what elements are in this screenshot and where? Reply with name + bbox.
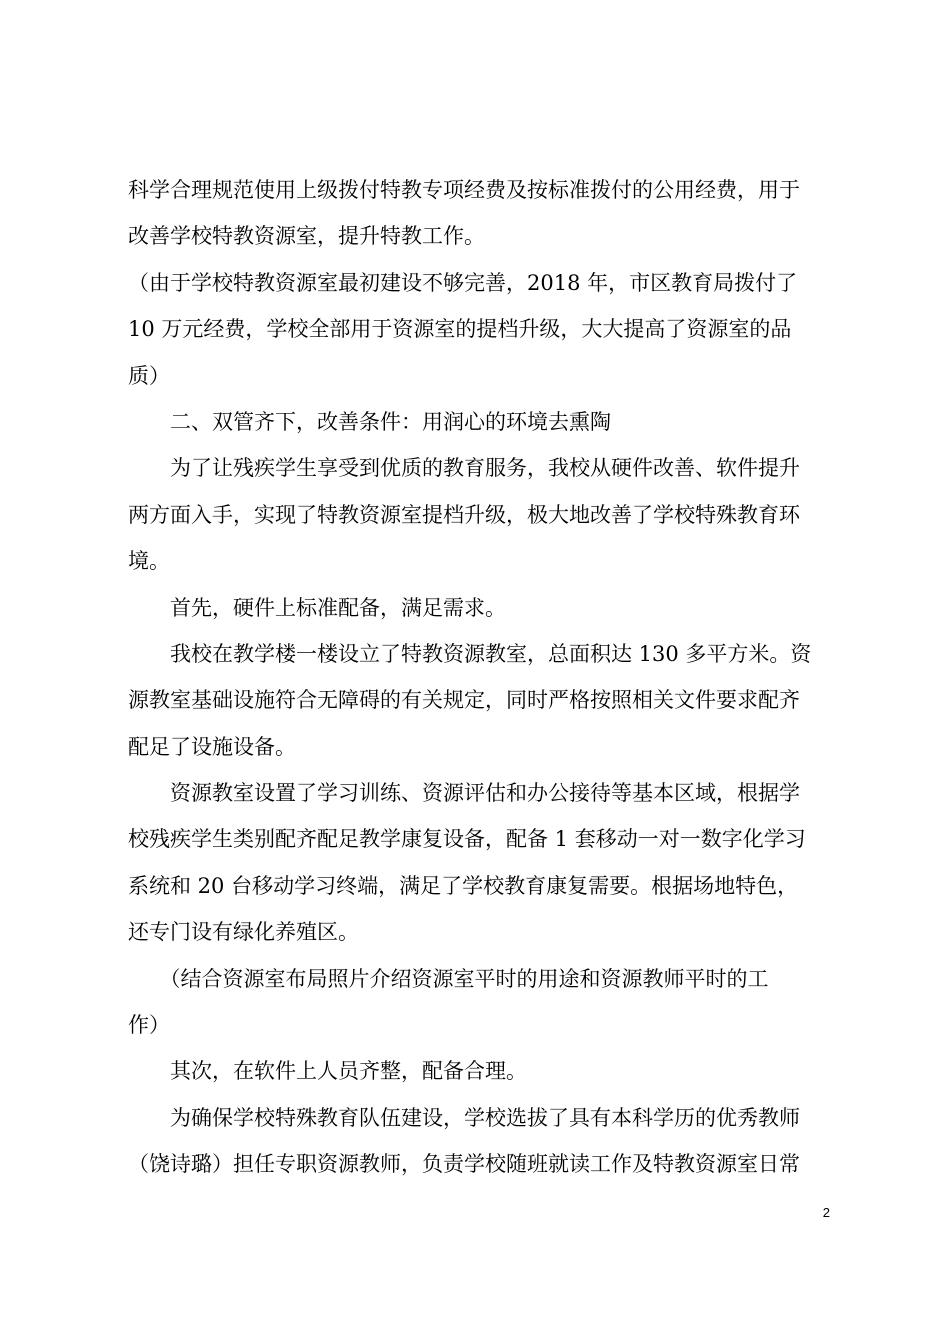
page-number: 2: [822, 1205, 830, 1220]
text-line: 配足了设施设备。: [128, 734, 296, 759]
text-line: 为了让残疾学生享受到优质的教育服务，我校从硬件改善、软件提升: [128, 456, 800, 481]
text-line: （由于学校特教资源室最初建设不够完善，2018 年，市区教育局拨付了: [128, 270, 798, 295]
text-line: 校残疾学生类别配齐配足教学康复设备，配备 1 套移动一对一数字化学习: [128, 827, 806, 852]
text-line: 科学合理规范使用上级拨付特教专项经费及按标准拨付的公用经费，用于: [128, 178, 800, 202]
text-line: 源教室基础设施符合无障碍的有关规定，同时严格按照相关文件要求配齐: [128, 688, 800, 713]
text-line: 首先，硬件上标准配备，满足需求。: [128, 595, 506, 620]
text-line: 我校在教学楼一楼设立了特教资源教室，总面积达 130 多平方米。资: [128, 641, 812, 666]
text-line: 系统和 20 台移动学习终端，满足了学校教育康复需要。根据场地特色，: [128, 873, 799, 898]
text-line: 还专门设有绿化养殖区。: [128, 920, 359, 945]
text-line: 10 万元经费，学校全部用于资源室的提档升级，大大提高了资源室的品: [128, 317, 792, 342]
text-line: 改善学校特教资源室，提升特教工作。: [128, 224, 485, 249]
text-line: 境。: [128, 549, 170, 574]
text-line: （结合资源室布局照片介绍资源室平时的用途和资源教师平时的工: [128, 966, 769, 991]
text-line: 作）: [128, 1013, 170, 1038]
document-body: [128, 173, 834, 1194]
text-line: 资源教室设置了学习训练、资源评估和办公接待等基本区域，根据学: [128, 781, 800, 806]
text-line: （饶诗璐）担任专职资源教师，负责学校随班就读工作及特教资源室日常: [128, 1152, 800, 1177]
text-line: 两方面入手，实现了特教资源室提档升级，极大地改善了学校特殊教育环: [128, 502, 800, 527]
text-line: 其次，在软件上人员齐整，配备合理。: [128, 1059, 527, 1084]
text-line: 为确保学校特殊教育队伍建设，学校选拔了具有本科学历的优秀教师: [128, 1105, 800, 1130]
text-line: 质）: [128, 363, 170, 388]
section-heading: 二、双管齐下，改善条件：用润心的环境去熏陶: [128, 409, 611, 434]
